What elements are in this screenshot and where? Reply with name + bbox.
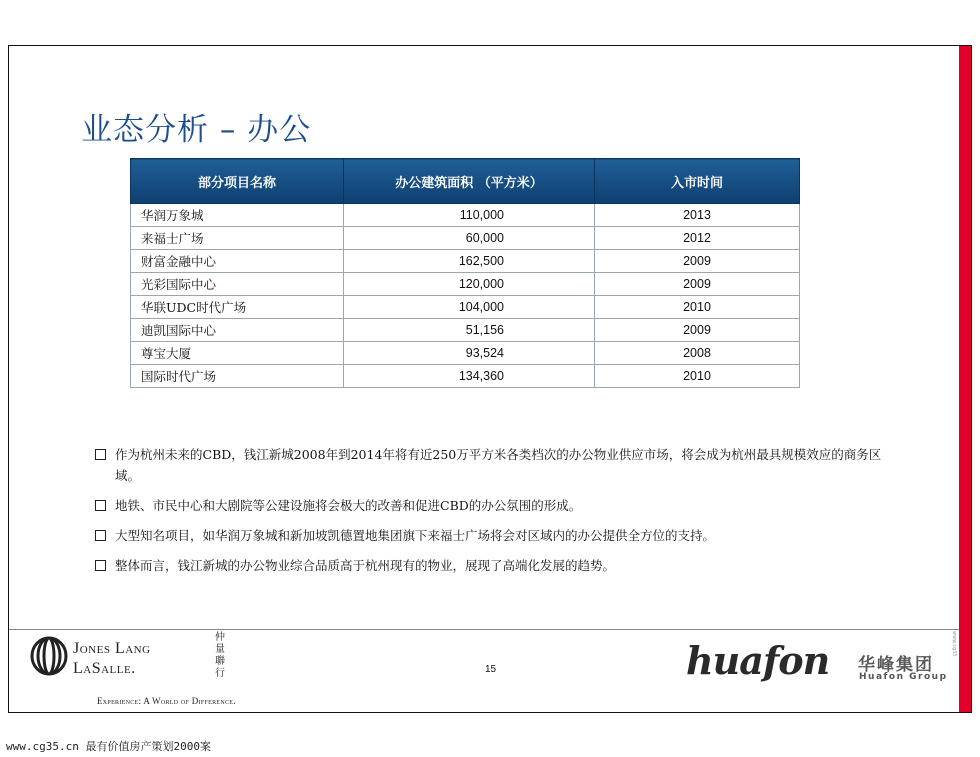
checkbox-bullet-icon	[95, 530, 106, 541]
office-area: 60,000	[344, 227, 595, 250]
launch-year: 2012	[595, 227, 800, 250]
launch-year: 2009	[595, 273, 800, 296]
bullet-item	[93, 525, 883, 546]
huafon-english-name: Huafon Group	[859, 672, 948, 682]
table-row	[131, 365, 800, 388]
bullet-text: 整体而言，钱江新城的办公物业综合品质高于杭州现有的物业，展现了高端化发展的趋势。	[115, 558, 616, 573]
huafon-wordmark: huafon	[686, 638, 830, 683]
launch-year: 2010	[595, 365, 800, 388]
bullet-item	[93, 444, 883, 486]
header-office-area: 办公建筑面积 （平方米）	[344, 159, 595, 204]
header-launch-year: 入市时间	[595, 159, 800, 204]
office-area: 134,360	[344, 365, 595, 388]
table-row	[131, 319, 800, 342]
project-name: 华润万象城	[131, 204, 344, 227]
launch-year: 2009	[595, 250, 800, 273]
jll-name-line2: LaSalle.	[73, 660, 136, 677]
office-area: 93,524	[344, 342, 595, 365]
checkbox-bullet-icon	[95, 560, 106, 571]
source-caption: www.cg35.cn 最有价值房产策划2000案	[6, 740, 211, 753]
table-row	[131, 296, 800, 319]
header-project-name: 部分项目名称	[131, 159, 344, 204]
office-area: 104,000	[344, 296, 595, 319]
footer-divider	[9, 629, 959, 630]
bullet-item	[93, 495, 883, 516]
bullet-text: 作为杭州未来的CBD，钱江新城2008年到2014年将有近250万平方米各类档次的办公物业供应市场，将会成为杭州最具规模效应的商务区域。	[115, 447, 882, 483]
bullet-text: 大型知名项目，如华润万象城和新加坡凯德置地集团旗下来福士广场将会对区域内的办公提供全方位的支持。	[115, 528, 716, 543]
project-name: 国际时代广场	[131, 365, 344, 388]
project-name: 迪凯国际中心	[131, 319, 344, 342]
project-name: 财富金融中心	[131, 250, 344, 273]
launch-year: 2009	[595, 319, 800, 342]
table-row	[131, 250, 800, 273]
launch-year: 2010	[595, 296, 800, 319]
side-note: www.cg35	[951, 631, 957, 657]
table-row	[131, 342, 800, 365]
project-name: 尊宝大厦	[131, 342, 344, 365]
office-area: 110,000	[344, 204, 595, 227]
slide-title: 业态分析 – 办公	[81, 112, 312, 148]
bullet-text: 地铁、市民中心和大剧院等公建设施将会极大的改善和促进CBD的办公氛围的形成。	[115, 498, 582, 513]
jll-tagline: Experience: A World of Difference.	[97, 696, 236, 706]
launch-year: 2008	[595, 342, 800, 365]
table-row	[131, 273, 800, 296]
bullet-list	[93, 444, 883, 585]
office-projects-table	[130, 158, 800, 388]
checkbox-bullet-icon	[95, 449, 106, 460]
bullet-item	[93, 555, 883, 576]
jll-wordmark	[73, 639, 151, 679]
slide	[8, 45, 972, 713]
page-number: 15	[485, 664, 497, 675]
table-row	[131, 204, 800, 227]
project-name: 来福士广场	[131, 227, 344, 250]
office-area: 120,000	[344, 273, 595, 296]
launch-year: 2013	[595, 204, 800, 227]
huafon-chinese-name: 华峰集团	[858, 655, 934, 675]
project-name: 光彩国际中心	[131, 273, 344, 296]
jll-name-line1: Jones Lang	[73, 640, 151, 657]
jll-rings-icon	[29, 636, 69, 676]
jll-chinese-name: 仲量聯行	[215, 632, 225, 679]
table-header-row	[131, 159, 800, 204]
red-accent-bar	[959, 46, 971, 712]
checkbox-bullet-icon	[95, 500, 106, 511]
office-area: 162,500	[344, 250, 595, 273]
project-name: 华联UDC时代广场	[131, 296, 344, 319]
table-row	[131, 227, 800, 250]
office-area: 51,156	[344, 319, 595, 342]
